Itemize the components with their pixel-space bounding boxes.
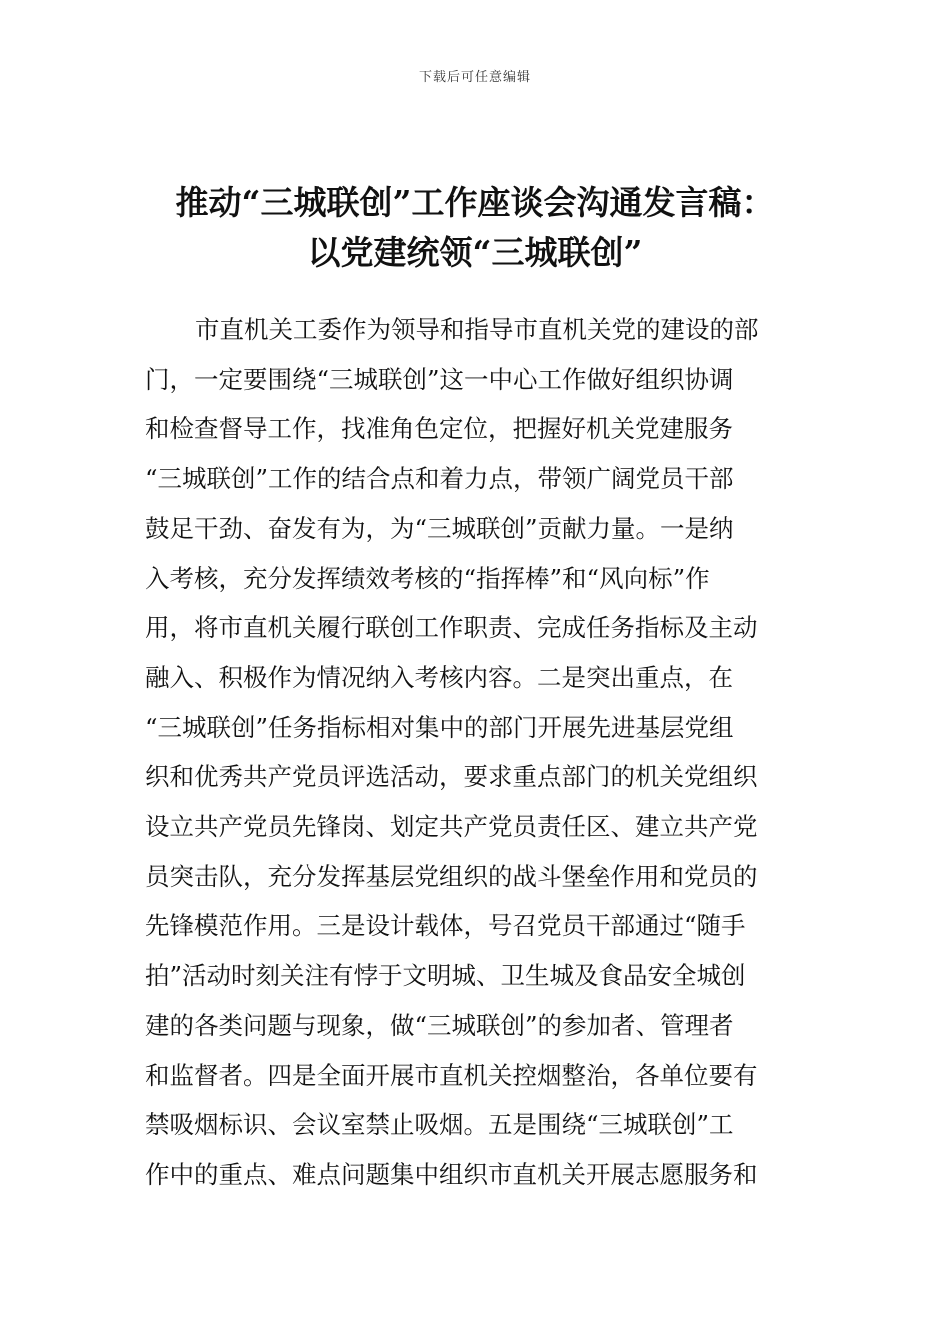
body-line: 入考核，充分发挥绩效考核的“指挥棒”和“风向标”作 xyxy=(145,563,710,593)
body-line: “三城联创”任务指标相对集中的部门开展先进基层党组 xyxy=(145,712,734,742)
body-line: “三城联创”工作的结合点和着力点，带领广阔党员干部 xyxy=(145,464,734,494)
title-line: 推动“三城联创”工作座谈会沟通发言稿： xyxy=(175,183,775,222)
body-line: 员突击队，充分发挥基层党组织的战斗堡垒作用和党员的 xyxy=(145,861,758,891)
body-line: 融入、积极作为情况纳入考核内容。二是突出重点，在 xyxy=(145,662,733,692)
body-line: 鼓足干劲、奋发有为，为“三城联创”贡献力量。一是纳 xyxy=(145,513,734,543)
body-line: 用，将市直机关履行联创工作职责、完成任务指标及主动 xyxy=(145,613,758,643)
body-line: 建的各类问题与现象，做“三城联创”的参加者、管理者 xyxy=(145,1010,734,1040)
body-line: 禁吸烟标识、会议室禁止吸烟。五是围绕“三城联创”工 xyxy=(145,1110,734,1140)
body-line: 设立共产党员先锋岗、划定共产党员责任区、建立共产党 xyxy=(145,812,758,842)
body-line: 门，一定要围绕“三城联创”这一中心工作做好组织协调 xyxy=(145,364,734,394)
document-title xyxy=(140,178,810,278)
body-line: 织和优秀共产党员评选活动，要求重点部门的机关党组织 xyxy=(145,762,758,792)
body-line: 市直机关工委作为领导和指导市直机关党的建设的部 xyxy=(195,315,759,344)
body-line: 和监督者。四是全面开展市直机关控烟整治，各单位要有 xyxy=(145,1060,758,1090)
document-body xyxy=(145,305,785,1200)
header-note: 下载后可任意编辑 xyxy=(418,70,531,85)
title-line: 以党建统领“三城联创” xyxy=(307,233,643,272)
body-line: 拍”活动时刻关注有悖于文明城、卫生城及食品安全城创 xyxy=(145,961,746,991)
body-line: 和检查督导工作，找准角色定位，把握好机关党建服务 xyxy=(145,414,733,444)
body-line: 先锋模范作用。三是设计载体，号召党员干部通过“随手 xyxy=(145,911,746,941)
body-line: 作中的重点、难点问题集中组织市直机关开展志愿服务和 xyxy=(145,1159,758,1189)
